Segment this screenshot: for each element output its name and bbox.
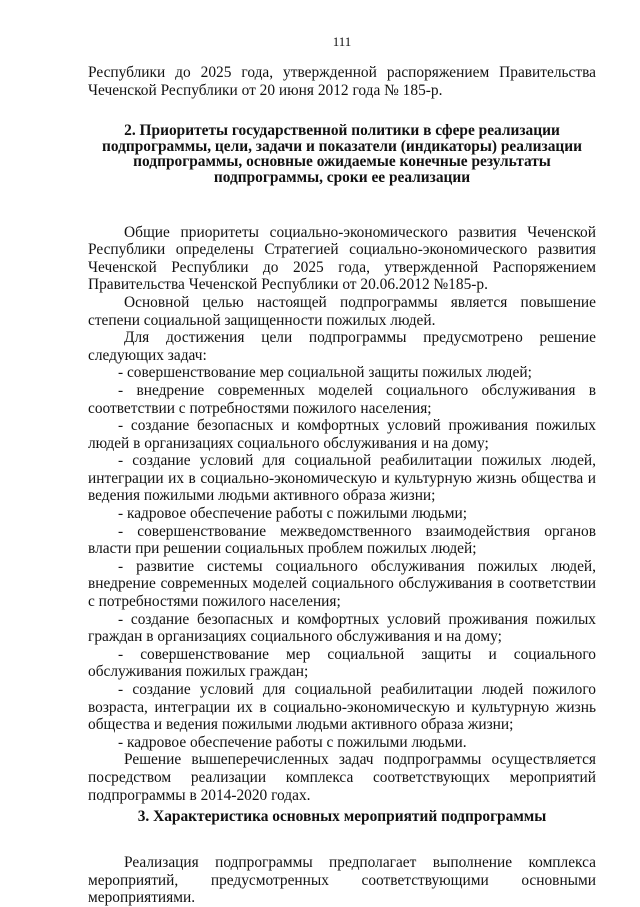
task-item: - совершенствование мер социальной защиты пожилых людей; bbox=[118, 364, 532, 382]
section-2-paragraph: Для достижения цели подпрограммы предусмотрено решение следующих задач: bbox=[88, 329, 596, 364]
task-item: - создание условий для социальной реабилитации пожилых людей, интеграции их в социально-экономическую и культурную жизнь общества и ведения пожилыми людьми активного образа жизни; bbox=[88, 452, 596, 505]
section-3-paragraph: Реализация подпрограммы предполагает выполнение комплекса мероприятий, предусмотренных соответствующими основными мероприятиями. bbox=[88, 854, 596, 907]
task-item: - развитие системы социального обслуживания пожилых людей, внедрение современных моделей социального обслуживания в соответствии с потребностями пожилого населения; bbox=[88, 557, 596, 611]
section-3-title: 3. Характеристика основных мероприятий подпрограммы bbox=[137, 808, 547, 826]
section-2-title: 2. Приоритеты государственной политики в сфере реализации подпрограммы, цели, задачи и показатели (индикаторы) реализации подпрограммы, основные ожидаемые конечные результаты подпрограммы, сроки ее реализации bbox=[101, 122, 583, 186]
task-item: - создание безопасных и комфортных условий проживания пожилых граждан в организациях социального обслуживания и на дому; bbox=[88, 610, 596, 646]
task-item: - совершенствование мер социальной защиты и социального обслуживания пожилых граждан; bbox=[88, 645, 596, 681]
task-item: - кадровое обеспечение работы с пожилыми людьми. bbox=[118, 733, 467, 751]
page-number: 111 bbox=[332, 34, 352, 49]
task-item: - совершенствование межведомственного взаимодействия органов власти при решении социальных проблем пожилых людей; bbox=[88, 522, 596, 558]
task-item: - создание безопасных и комфортных условий проживания пожилых людей в организациях социального обслуживания и на дому; bbox=[88, 417, 596, 452]
document-page bbox=[88, 34, 596, 907]
section-2-closing: Решение вышеперечисленных задач подпрограммы осуществляется посредством реализации комплекса соответствующих мероприятий подпрограммы в 2014-2020 годах. bbox=[88, 751, 596, 804]
task-item: - внедрение современных моделей социального обслуживания в соответствии с потребностями пожилого населения; bbox=[88, 381, 596, 417]
section-2-paragraph: Основной целью настоящей подпрограммы является повышение степени социальной защищенности пожилых людей. bbox=[88, 293, 596, 329]
section-2-paragraph: Общие приоритеты социально-экономического развития Чеченской Республики определены Стратегией социально-экономического развития Чеченской Республики до 2025 года, утвержденной Распоряжением Правительства Чеченской Республики от 20.06.2012 №185-р. bbox=[88, 223, 596, 294]
intro-paragraph: Республики до 2025 года, утвержденной распоряжением Правительства Чеченской Республики от 20 июня 2012 года № 185-р. bbox=[88, 64, 596, 99]
task-list bbox=[88, 364, 596, 751]
task-item: - кадровое обеспечение работы с пожилыми людьми; bbox=[118, 505, 467, 523]
task-item: - создание условий для социальной реабилитации людей пожилого возраста, интеграции их в социально-экономическую и культурную жизнь общества и ведения пожилыми людьми активного образа жизни; bbox=[88, 681, 596, 734]
